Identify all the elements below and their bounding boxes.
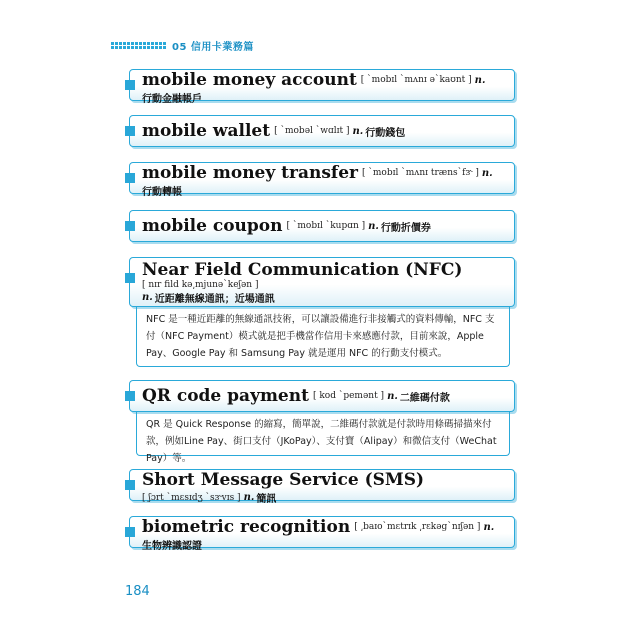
part-of-speech: n.	[474, 74, 486, 86]
square-bullet-icon	[125, 273, 135, 283]
term-box	[129, 257, 515, 307]
square-bullet-icon	[125, 391, 135, 401]
description-box	[136, 412, 510, 464]
vocab-entry	[129, 257, 515, 307]
term-box	[129, 469, 515, 505]
part-of-speech: n.	[481, 167, 493, 179]
meaning: 行動金融帳戶	[142, 94, 202, 105]
vocab-entry	[129, 162, 515, 198]
description-text: QR 是 Quick Response 的縮寫，簡單說，二維碼付款就是付款時用條碼掃描來付款，例如Line Pay、街口支付（JKoPay）、支付寶（Alipay）和微信支付（WeChat Pay）等。	[146, 419, 497, 464]
pronunciation: [ ˋmobɪl ˋmʌnɪ trænsˋfɝ ]	[362, 168, 479, 178]
term: mobile money account	[142, 70, 357, 90]
pronunciation: [ kod ˋpemənt ]	[312, 391, 385, 401]
vocab-entry	[129, 69, 515, 105]
term: mobile coupon	[142, 216, 283, 236]
chapter-title: 05 信用卡業務篇	[172, 41, 254, 53]
square-bullet-icon	[125, 173, 135, 183]
description-text: NFC 是一種近距離的無線通訊技術，可以讓設備進行非接觸式的資料傳輸，NFC 支付（NFC Payment）模式就是把手機當作信用卡來感應付款，目前來說，Apple Pay、Google Pay 和 Samsung Pay 就是運用 NFC 的行動支付模式。	[146, 314, 495, 359]
part-of-speech: n.	[243, 492, 255, 503]
meaning: 行動轉帳	[142, 187, 182, 198]
square-bullet-icon	[125, 80, 135, 90]
term-box	[129, 69, 515, 105]
vocab-entry	[129, 469, 515, 505]
part-of-speech: n.	[352, 125, 364, 137]
part-of-speech: n.	[387, 390, 398, 402]
meaning: 行動折價券	[380, 222, 431, 234]
square-bullet-icon	[125, 527, 135, 537]
vocab-entry	[129, 516, 515, 552]
part-of-speech: n.	[142, 291, 153, 303]
vocab-entry	[129, 210, 515, 242]
term-box	[129, 162, 515, 198]
term-box	[129, 115, 515, 147]
term: mobile wallet	[142, 121, 271, 141]
description-box	[136, 307, 510, 367]
pronunciation: [ ʃɔrt ˋmɛsɪdʒ ˋsɝvɪs ]	[142, 492, 241, 503]
square-bullet-icon	[125, 126, 135, 136]
chapter-header	[111, 38, 254, 52]
meaning: 二維碼付款	[399, 392, 450, 404]
square-bullet-icon	[125, 221, 135, 231]
meaning: 生物辨識認證	[142, 541, 202, 552]
term-box	[129, 516, 515, 552]
term-box	[129, 210, 515, 242]
header-dots-decoration	[111, 42, 166, 49]
term: biometric recognition	[142, 517, 351, 537]
term-box	[129, 380, 515, 412]
term: QR code payment	[142, 386, 309, 406]
square-bullet-icon	[125, 480, 135, 490]
vocab-entry	[129, 380, 515, 412]
term: Near Field Communication (NFC)	[142, 259, 463, 280]
term: mobile money transfer	[142, 163, 359, 183]
meaning: 簡訊	[256, 494, 277, 505]
pronunciation: [ nɪr fild kə͵mjunəˋkeʃən ]	[142, 279, 259, 290]
vocab-entry	[129, 115, 515, 147]
meaning: 近距離無線通訊；近場通訊	[154, 293, 275, 305]
pronunciation: [ ˋmobəl ˋwɑlɪt ]	[274, 126, 350, 136]
part-of-speech: n.	[483, 521, 495, 533]
pronunciation: [ ͵baɪoˋmɛtrɪk ͵rɛkəgˋnɪʃən ]	[354, 522, 481, 532]
term: Short Message Service (SMS)	[142, 470, 425, 490]
part-of-speech: n.	[368, 220, 379, 232]
pronunciation: [ ˋmobɪl ˋkupɑn ]	[286, 221, 366, 231]
page-number: 184	[125, 584, 150, 599]
meaning: 行動錢包	[365, 127, 406, 139]
pronunciation: [ ˋmobɪl ˋmʌnɪ əˋkaʊnt ]	[360, 75, 472, 85]
